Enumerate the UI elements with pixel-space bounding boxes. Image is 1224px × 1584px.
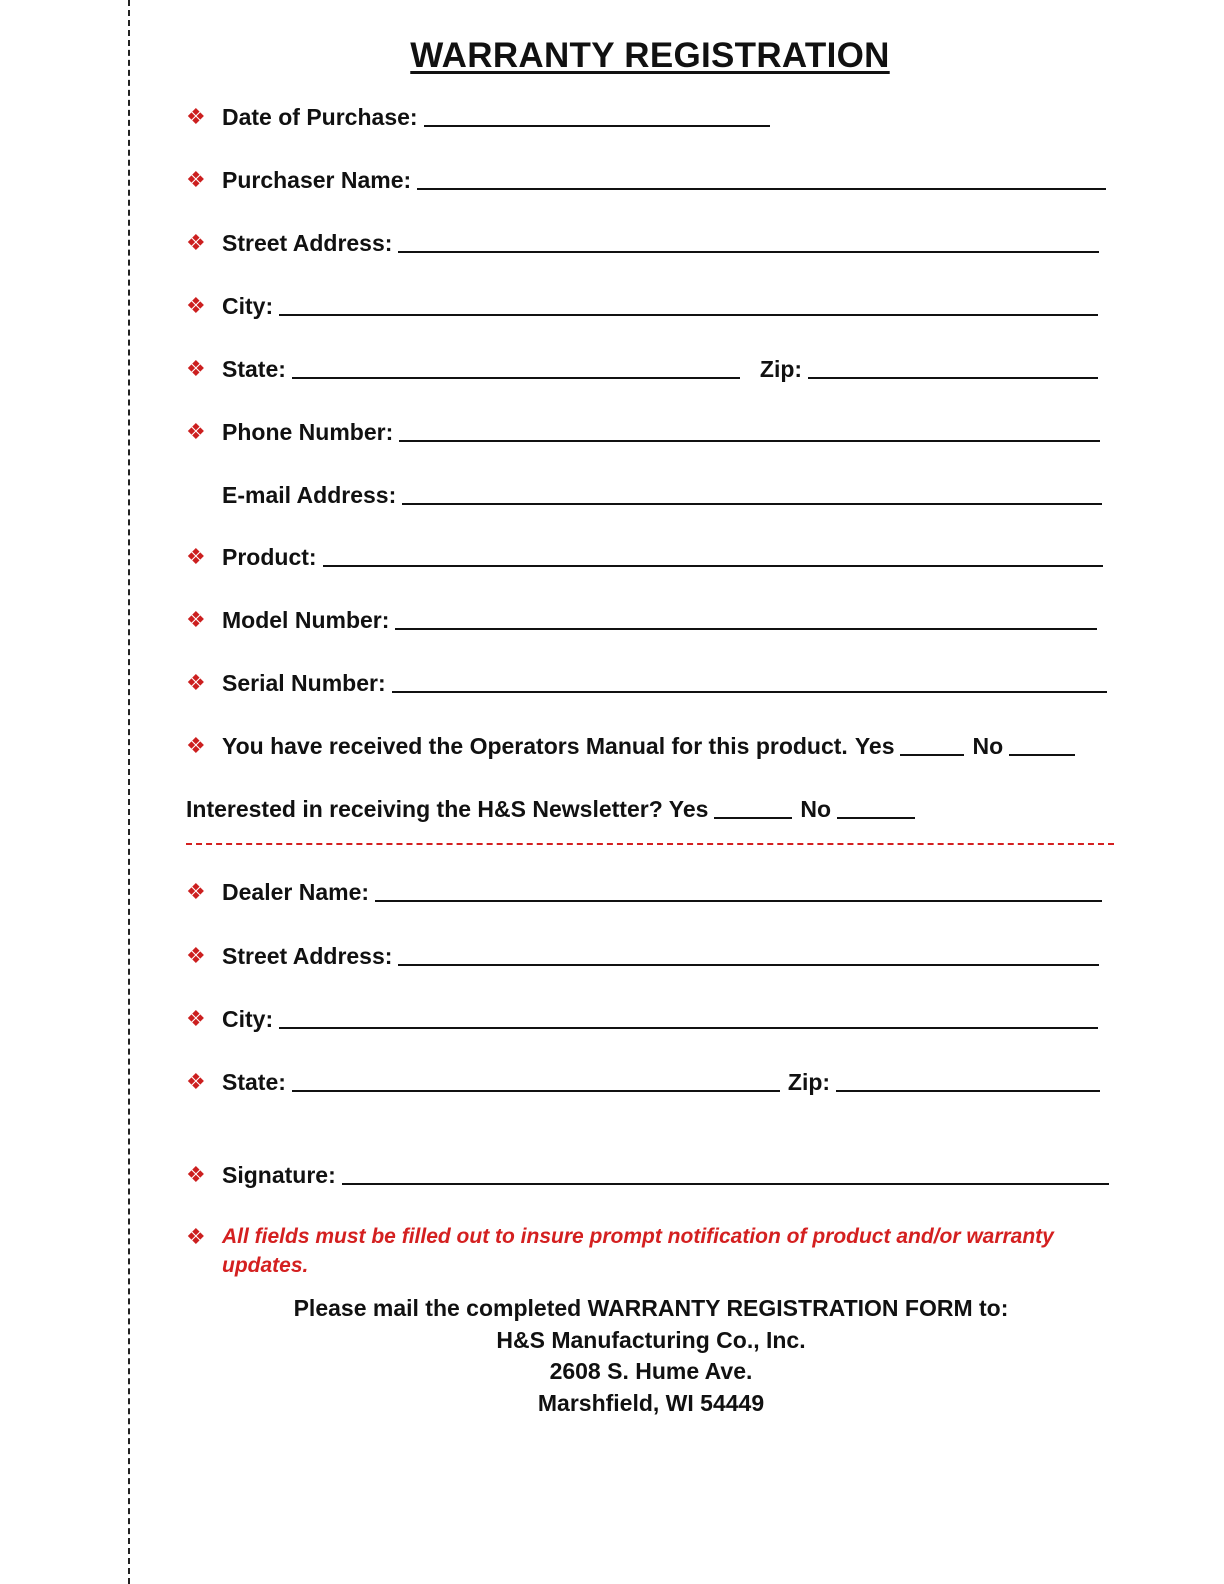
- diamond-bullet-icon: ❖: [186, 733, 206, 758]
- field-model-number: [186, 605, 1097, 635]
- newsletter-question: Interested in receiving the H&S Newsletter?: [186, 796, 663, 822]
- mail-city-state-zip: Marshfield, WI 54449: [537, 1389, 765, 1416]
- field-operators-manual: [186, 731, 1075, 761]
- diamond-bullet-icon: ❖: [186, 419, 206, 444]
- field-dealer-city: [186, 1004, 1098, 1034]
- diamond-bullet-icon: ❖: [186, 607, 206, 632]
- field-dealer-street-address: [186, 941, 1099, 971]
- manual-no-blank[interactable]: [1009, 754, 1075, 756]
- serial-number-blank[interactable]: [392, 691, 1107, 693]
- newsletter-no-label: No: [800, 796, 832, 822]
- field-state-zip: [186, 354, 1098, 384]
- field-purchaser-name: [186, 165, 1106, 195]
- field-label: Product:: [222, 544, 317, 570]
- field-date-of-purchase: [186, 102, 770, 132]
- field-dealer-name: [186, 877, 1102, 907]
- field-phone-number: [186, 417, 1100, 447]
- field-label: Phone Number:: [222, 419, 394, 445]
- state-blank[interactable]: [292, 377, 740, 379]
- field-product: [186, 542, 1103, 572]
- field-label: Zip:: [759, 356, 803, 382]
- mail-street: 2608 S. Hume Ave.: [549, 1358, 753, 1384]
- street-address-blank[interactable]: [398, 251, 1099, 253]
- diamond-bullet-icon: ❖: [186, 943, 206, 968]
- phone-number-blank[interactable]: [399, 440, 1100, 442]
- field-street-address: [186, 228, 1099, 258]
- field-label: City:: [222, 293, 274, 319]
- field-label: State:: [222, 356, 286, 382]
- field-label: Street Address:: [222, 230, 393, 256]
- field-label: Date of Purchase:: [222, 104, 418, 130]
- diamond-bullet-icon: ❖: [186, 1162, 206, 1187]
- field-signature: [186, 1160, 1109, 1190]
- cut-line: [128, 0, 130, 1584]
- field-email-address: [186, 480, 1102, 510]
- manual-no-label: No: [972, 733, 1004, 759]
- diamond-bullet-icon: ❖: [186, 1006, 206, 1031]
- field-newsletter: [186, 794, 915, 824]
- field-label: Model Number:: [222, 607, 390, 633]
- diamond-bullet-icon: ❖: [186, 356, 206, 381]
- dealer-state-blank[interactable]: [292, 1090, 780, 1092]
- diamond-bullet-icon: ❖: [186, 230, 206, 255]
- manual-question: You have received the Operators Manual for this product.: [222, 733, 848, 759]
- dealer-name-blank[interactable]: [375, 900, 1102, 902]
- field-label: E-mail Address:: [222, 482, 397, 508]
- product-blank[interactable]: [323, 565, 1103, 567]
- diamond-bullet-icon: ❖: [186, 670, 206, 695]
- field-label: Signature:: [222, 1162, 336, 1188]
- purchaser-name-blank[interactable]: [417, 188, 1106, 190]
- zip-blank[interactable]: [808, 377, 1098, 379]
- required-fields-notice: [186, 1222, 1116, 1280]
- manual-yes-label: Yes: [854, 733, 895, 759]
- date-of-purchase-blank[interactable]: [424, 125, 770, 127]
- diamond-bullet-icon: ❖: [186, 1069, 206, 1094]
- notice-text: All fields must be filled out to insure prompt notification of product and/or warranty updates.: [222, 1225, 1054, 1277]
- signature-blank[interactable]: [342, 1183, 1109, 1185]
- field-label: Dealer Name:: [222, 879, 370, 905]
- email-address-blank[interactable]: [402, 503, 1102, 505]
- section-divider: [186, 843, 1114, 845]
- model-number-blank[interactable]: [395, 628, 1097, 630]
- diamond-bullet-icon: ❖: [186, 293, 206, 318]
- field-label: City:: [222, 1006, 274, 1032]
- field-serial-number: [186, 668, 1107, 698]
- mailing-address-block: [186, 1293, 1116, 1419]
- field-city: [186, 291, 1098, 321]
- diamond-bullet-icon: ❖: [186, 544, 206, 569]
- field-label: Purchaser Name:: [222, 167, 412, 193]
- field-label: Zip:: [787, 1069, 831, 1095]
- diamond-bullet-icon: ❖: [186, 879, 206, 904]
- field-dealer-state-zip: [186, 1067, 1100, 1097]
- mail-company: H&S Manufacturing Co., Inc.: [496, 1326, 806, 1353]
- newsletter-yes-blank[interactable]: [714, 817, 792, 819]
- dealer-zip-blank[interactable]: [836, 1090, 1100, 1092]
- dealer-street-address-blank[interactable]: [398, 964, 1099, 966]
- city-blank[interactable]: [279, 314, 1098, 316]
- diamond-bullet-icon: ❖: [186, 104, 206, 129]
- newsletter-no-blank[interactable]: [837, 817, 915, 819]
- page-title: WARRANTY REGISTRATION: [410, 36, 890, 75]
- diamond-bullet-icon: ❖: [186, 1224, 206, 1249]
- diamond-bullet-icon: ❖: [186, 167, 206, 192]
- dealer-city-blank[interactable]: [279, 1027, 1098, 1029]
- field-label: State:: [222, 1069, 286, 1095]
- newsletter-yes-label: Yes: [668, 796, 709, 822]
- field-label: Serial Number:: [222, 670, 386, 696]
- manual-yes-blank[interactable]: [900, 754, 964, 756]
- mail-instruction: Please mail the completed WARRANTY REGISTRATION FORM to:: [293, 1295, 1009, 1321]
- field-label: Street Address:: [222, 943, 393, 969]
